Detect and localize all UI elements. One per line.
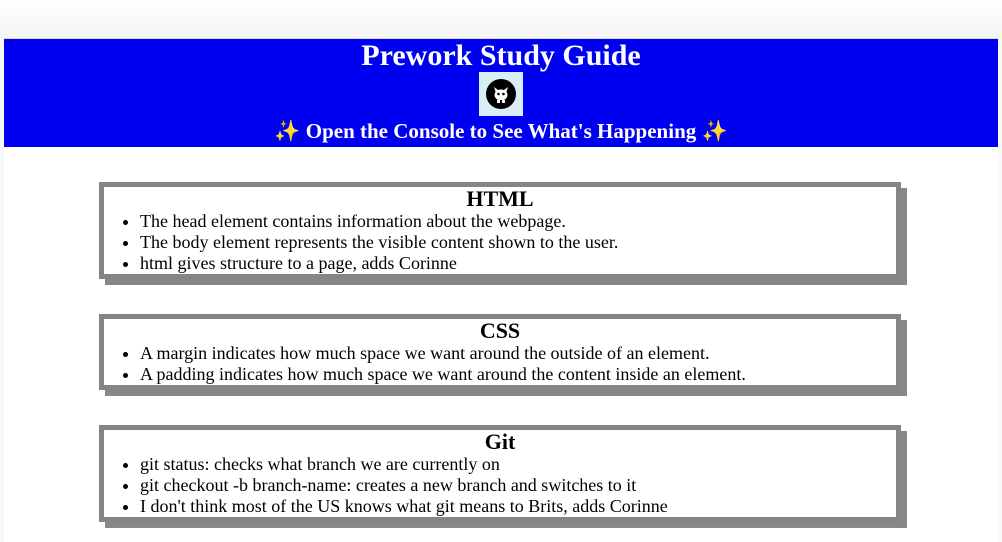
browser-top-area	[0, 0, 1002, 38]
list-item: • A padding indicates how much space we want around the content inside an element.	[140, 364, 896, 385]
section-title: HTML	[466, 186, 534, 211]
section-css	[99, 314, 907, 390]
section-git	[99, 425, 907, 522]
avatar	[479, 72, 523, 116]
window-edge-right	[998, 38, 1002, 542]
list-item: • html gives structure to a page, adds Corinne	[140, 253, 896, 274]
study-card	[99, 425, 901, 522]
study-card	[99, 314, 901, 390]
page-header	[4, 38, 998, 147]
subtitle-text: Open the Console to See What's Happening	[305, 119, 697, 143]
notes-list	[104, 211, 896, 274]
page-title: Prework Study Guide	[361, 39, 641, 72]
notes-list	[104, 343, 896, 385]
notes-list	[104, 454, 896, 517]
section-html	[99, 182, 907, 279]
sparkles-icon: ✨	[701, 119, 728, 143]
section-title: CSS	[479, 318, 521, 343]
list-item: • A margin indicates how much space we want around the outside of an element.	[140, 343, 896, 364]
list-item: • The head element contains information about the webpage.	[140, 211, 896, 232]
page-subtitle	[4, 117, 998, 145]
list-item: • git status: checks what branch we are currently on	[140, 454, 896, 475]
list-item: • The body element represents the visible content shown to the user.	[140, 232, 896, 253]
cat-avatar-icon	[485, 78, 517, 110]
study-card	[99, 182, 901, 279]
sparkles-icon: ✨	[274, 119, 301, 143]
section-title: Git	[484, 429, 516, 454]
list-item: • git checkout -b branch-name: creates a new branch and switches to it	[140, 475, 896, 496]
list-item: • I don't think most of the US knows what git means to Brits, adds Corinne	[140, 496, 896, 517]
